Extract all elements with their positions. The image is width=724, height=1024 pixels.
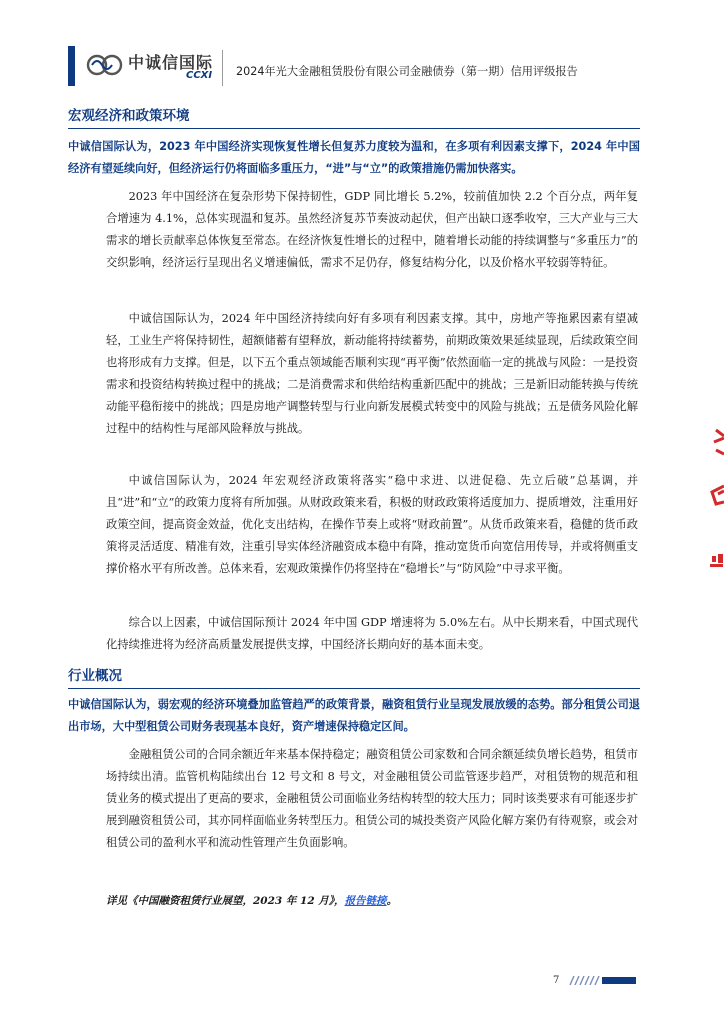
logo-english-text: CCXI xyxy=(186,70,213,81)
report-link[interactable]: 报告链接 xyxy=(344,895,387,907)
macro-paragraph-3: 中诚信国际认为，2024 年宏观经济政策将落实“稳中求进、以进促稳、先立后破”总基调，并且“进”和“立”的政策力度将有所加强。从财政政策来看，积极的财政政策将适度加力、提质增效，注重用好政策空间，提高资金效益，优化支出结构，在操作节奏上或将“财政前置”。从货币政策来看，稳健的货币政策将灵活适度、精准有效，注重引导实体经济融资成本稳中有降，推动宽货币向宽信用传导，并或将侧重支撑价格水平有所改善。总体来看，宏观政策操作仍将坚持在“稳增长”与“防风险”中寻求平衡。 xyxy=(106,474,638,575)
ccxi-logo-icon xyxy=(86,50,126,80)
macro-paragraph-1: 2023 年中国经济在复杂形势下保持韧性，GDP 同比增长 5.2%，较前值加快 2.2 个百分点，两年复合增速为 4.1%，总体实现温和复苏。虽然经济复苏节奏波动起伏，但产出缺口逐季收窄，三大产业与三大需求的增长贡献率总体恢复至常态。在经济恢复性增长的过程中，随着增长动能的持续调整与“多重压力”的交织影响，经济运行呈现出名义增速偏低，需求不足仍存，修复结构分化，以及价格水平较弱等特征。 xyxy=(106,190,638,269)
note-end: 。 xyxy=(386,895,398,907)
page-header xyxy=(0,40,724,88)
header-divider xyxy=(222,50,223,86)
footer-accent-bar xyxy=(602,977,636,984)
report-title: 2024年光大金融租赁股份有限公司金融债券（第一期）信用评级报告 xyxy=(236,65,578,78)
footer-hatch-decoration xyxy=(568,976,602,985)
industry-paragraph-1: 金融租赁公司的合同余额近年来基本保持稳定；融资租赁公司家数和合同余额延续负增长趋势，租赁市场持续出清。监管机构陆续出台 12 号文和 8 号文，对金融租赁公司监管逐步趋严，对租赁物的规范和租赁业务的模式提出了更高的要求，金融租赁公司面临业务结构转型的较大压力；同时该类要求有可能逐步扩展到融资租赁公司，其亦同样面临业务转型压力。租赁公司的城投类资产风险化解方案仍有待观察，或会对租赁公司的盈利水平和流动性管理产生负面影响。 xyxy=(106,748,638,849)
macro-paragraph-4: 综合以上因素，中诚信国际预计 2024 年中国 GDP 增速将为 5.0%左右。从中长期来看，中国式现代化持续推进将为经济高质量发展提供支撑，中国经济长期向好的基本面未变。 xyxy=(106,616,638,651)
section-heading-industry: 行业概况 xyxy=(68,668,122,684)
seal-stamp-icon xyxy=(704,420,724,580)
note-text: 详见《中国融资租赁行业展望，2023 年 12 月》， xyxy=(106,895,345,907)
macro-paragraph-2: 中诚信国际认为，2024 年中国经济持续向好有多项有利因素支撑。其中，房地产等拖累因素有望减轻，工业生产将保持韧性，超额储蓄有望释放，新动能将持续蓄势，前期政策效果延续显现，后续政策空间也将形成有力支撑。但是，以下五个重点领域能否顺利实现“再平衡”依然面临一定的挑战与风险：一是投资需求和投资结构转换过程中的挑战；二是消费需求和供给结构重新匹配中的挑战；三是新旧动能转换与传统动能平稳衔接中的挑战；四是房地产调整转型与行业向新发展模式转变中的风险与挑战；五是债务风险化解过程中的结构性与尾部风险释放与挑战。 xyxy=(106,312,638,435)
macro-lead-summary: 中诚信国际认为，2023 年中国经济实现恢复性增长但复苏力度较为温和，在多项有利因素支撑下，2024 年中国经济有望延续向好，但经济运行仍将面临多重压力，“进”与“立”的政策措施仍需加快落实。 xyxy=(68,140,640,175)
page-number: 7 xyxy=(553,975,560,986)
industry-report-note xyxy=(106,893,397,908)
section-divider xyxy=(68,688,640,689)
section-heading-macro: 宏观经济和政策环境 xyxy=(68,108,190,124)
header-accent-bar xyxy=(68,46,75,86)
logo-chinese-text: 中诚信国际 xyxy=(128,53,214,72)
industry-lead-summary: 中诚信国际认为，弱宏观的经济环境叠加监管趋严的政策背景，融资租赁行业呈现发展放缓的态势。部分租赁公司退出市场，大中型租赁公司财务表现基本良好，资产增速保持稳定区间。 xyxy=(68,698,640,733)
section-divider xyxy=(68,128,640,129)
